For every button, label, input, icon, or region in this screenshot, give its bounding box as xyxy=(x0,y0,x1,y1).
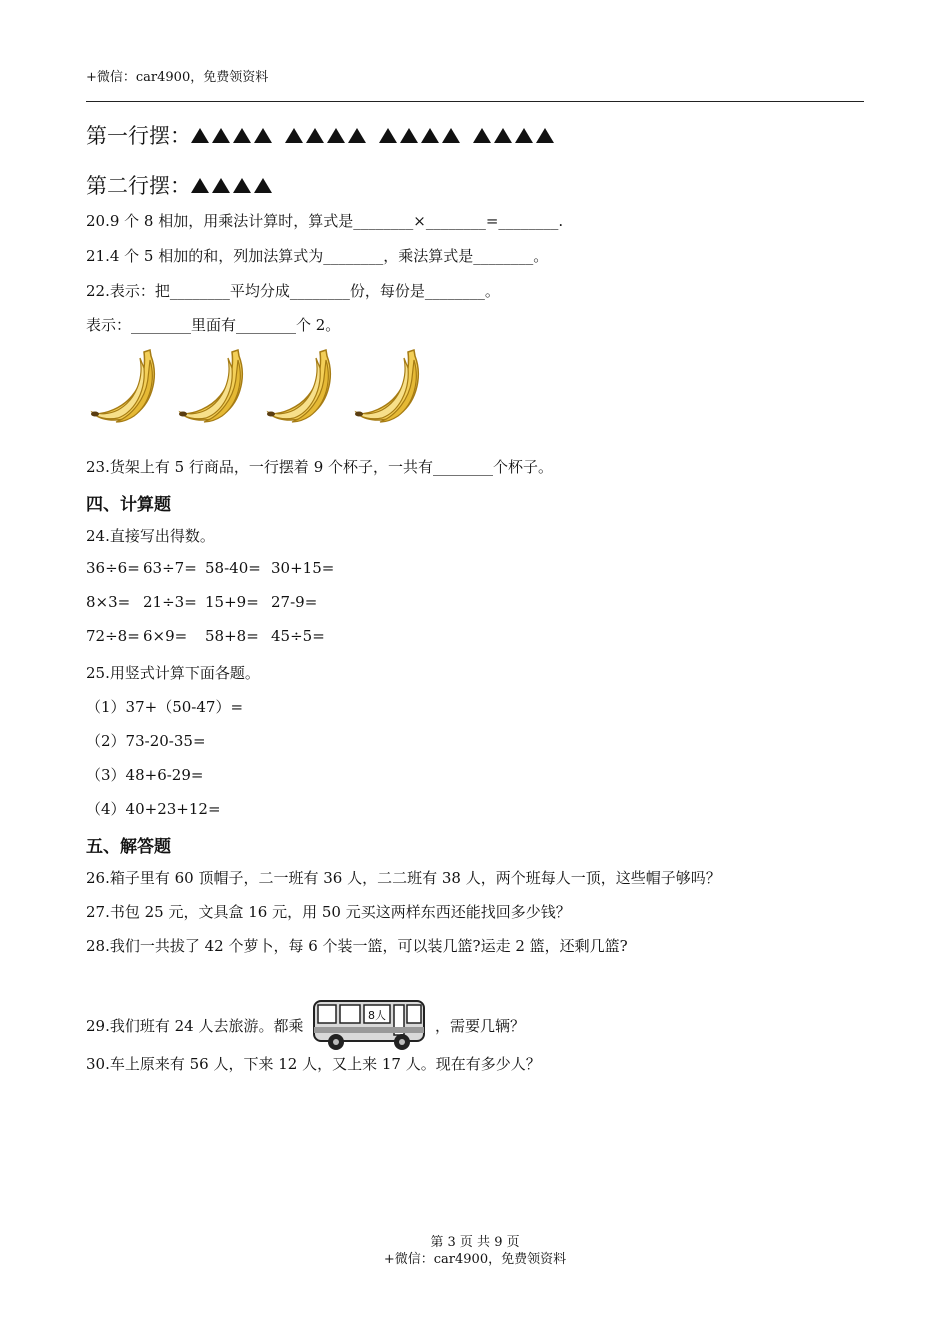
calc-row xyxy=(86,559,334,577)
question-20: 20.9 个 8 相加，用乘法计算时，算式是________×________=________. xyxy=(86,212,564,230)
triangle-icon xyxy=(254,128,272,143)
section-4-heading: 四、计算题 xyxy=(86,495,171,515)
triangle-group xyxy=(379,124,463,148)
q25-item: （2）73-20-35= xyxy=(86,732,206,750)
question-22b: 表示：________里面有________个 2。 xyxy=(86,316,341,334)
triangle-icon xyxy=(379,128,397,143)
question-28: 28.我们一共拔了 42 个萝卜，每 6 个装一篮，可以装几篮?运走 2 篮，还剩几篮? xyxy=(86,937,628,955)
row1-triangles xyxy=(191,124,567,148)
calc-row xyxy=(86,593,317,611)
triangle-icon xyxy=(285,128,303,143)
footer-page-number: 第 3 页 共 9 页 xyxy=(430,1235,520,1250)
triangle-group xyxy=(191,124,275,148)
triangle-icon xyxy=(494,128,512,143)
banana-icon xyxy=(352,348,424,428)
question-25: 25.用竖式计算下面各题。 xyxy=(86,664,260,682)
calc-item: 63÷7= xyxy=(143,559,197,577)
row2 xyxy=(86,170,285,200)
triangle-icon xyxy=(212,128,230,143)
triangle-icon xyxy=(421,128,439,143)
triangle-icon xyxy=(191,128,209,143)
triangle-icon xyxy=(473,128,491,143)
question-27: 27.书包 25 元，文具盒 16 元，用 50 元买这两样东西还能找回多少钱？ xyxy=(86,903,571,921)
question-26: 26.箱子里有 60 顶帽子，二一班有 36 人，二二班有 38 人，两个班每人一顶，这些帽子够吗？ xyxy=(86,869,721,887)
calc-item: 58+8= xyxy=(205,627,259,645)
calc-item: 58-40= xyxy=(205,559,261,577)
calc-item: 8×3= xyxy=(86,593,131,611)
question-23: 23.货架上有 5 行商品，一行摆着 9 个杯子，一共有________个杯子。 xyxy=(86,458,554,476)
banana-icon xyxy=(176,348,248,428)
question-21: 21.4 个 5 相加的和，列加法算式为________，乘法算式是________。 xyxy=(86,247,549,265)
calc-item: 6×9= xyxy=(143,627,188,645)
q25-item: （1）37+（50-47）= xyxy=(86,698,244,716)
triangle-icon xyxy=(191,178,209,193)
triangle-icon xyxy=(254,178,272,193)
triangle-icon xyxy=(212,178,230,193)
calc-item: 36÷6= xyxy=(86,559,140,577)
bus-sign: 8人 xyxy=(368,1009,387,1022)
calc-item: 27-9= xyxy=(271,593,318,611)
section-5-heading: 五、解答题 xyxy=(86,837,171,857)
header-watermark: +微信：car4900，免费领资料 xyxy=(86,70,269,85)
triangle-icon xyxy=(327,128,345,143)
calc-item: 15+9= xyxy=(205,593,259,611)
calc-row xyxy=(86,627,325,645)
calc-item: 30+15= xyxy=(271,559,335,577)
row2-label: 第二行摆： xyxy=(86,174,191,198)
banana-icon xyxy=(88,348,160,428)
calc-item: 21÷3= xyxy=(143,593,197,611)
triangle-icon xyxy=(400,128,418,143)
calc-item: 72÷8= xyxy=(86,627,140,645)
triangle-icon xyxy=(442,128,460,143)
triangle-icon xyxy=(233,128,251,143)
q29-text-before: 29.我们班有 24 人去旅游。都乘 xyxy=(86,1017,304,1035)
calc-item: 45÷5= xyxy=(271,627,325,645)
triangle-icon xyxy=(306,128,324,143)
header-rule xyxy=(86,101,864,102)
q25-item: （3）48+6-29= xyxy=(86,766,204,784)
triangle-icon xyxy=(348,128,366,143)
triangle-group xyxy=(473,124,557,148)
question-29 xyxy=(86,995,525,1053)
question-30: 30.车上原来有 56 人，下来 12 人，又上来 17 人。现在有多少人？ xyxy=(86,1055,541,1073)
question-22: 22.表示：把________平均分成________份，每份是________。 xyxy=(86,282,500,300)
row2-triangles xyxy=(191,174,285,198)
bus-icon xyxy=(310,995,428,1053)
triangle-icon xyxy=(536,128,554,143)
triangle-icon xyxy=(233,178,251,193)
q25-item: （4）40+23+12= xyxy=(86,800,221,818)
triangle-icon xyxy=(515,128,533,143)
triangle-group xyxy=(285,124,369,148)
question-24: 24.直接写出得数。 xyxy=(86,527,215,545)
row1 xyxy=(86,120,567,150)
row1-label: 第一行摆： xyxy=(86,124,191,148)
q29-text-after: ，需要几辆？ xyxy=(435,1017,526,1035)
footer-watermark: +微信：car4900，免费领资料 xyxy=(383,1252,567,1267)
banana-icon xyxy=(264,348,336,428)
triangle-group xyxy=(191,174,275,198)
